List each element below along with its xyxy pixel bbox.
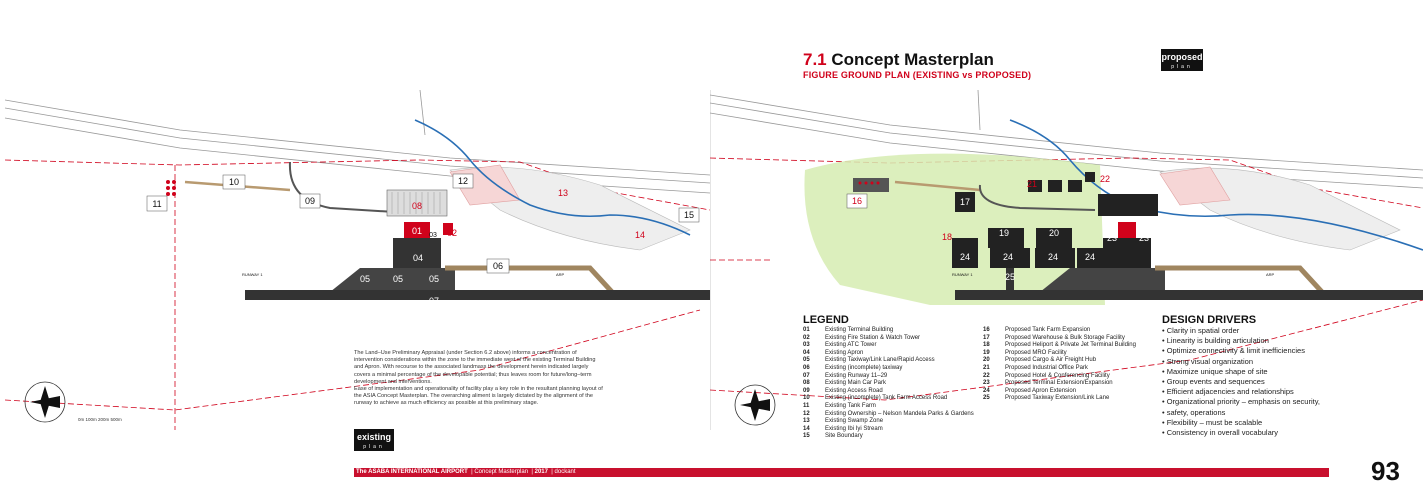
footer-brand: The ASABA INTERNATIONAL AIRPORT xyxy=(356,469,468,475)
label-24b xyxy=(1003,252,1013,262)
arp-label: ARP xyxy=(556,272,565,277)
label-23a xyxy=(1107,233,1117,243)
svg-text:16: 16 xyxy=(851,196,863,206)
tank-farm-expansion xyxy=(853,178,889,192)
driver-item: • Group events and sequences xyxy=(1162,377,1320,387)
label-04 xyxy=(413,253,423,263)
svg-text:14: 14 xyxy=(634,230,646,240)
footer-text: The ASABA INTERNATIONAL AIRPORT | Concept Masterplan | 2017 | dockant xyxy=(356,469,576,475)
label-14 xyxy=(635,230,645,240)
label-05c xyxy=(429,274,439,284)
legend-item: 06 Existing (incomplete) taxiway xyxy=(803,364,903,371)
label-12 xyxy=(453,174,473,188)
svg-text:13: 13 xyxy=(557,188,569,198)
svg-text:06: 06 xyxy=(492,261,504,271)
svg-text:RUNWAY 1: RUNWAY 1 xyxy=(952,272,973,277)
driver-item-continued: • safety, operations xyxy=(1162,408,1320,418)
driver-item: • Consistency in overall vocabulary xyxy=(1162,428,1320,438)
svg-text:ARP: ARP xyxy=(1266,272,1275,277)
label-05b xyxy=(393,274,403,284)
legend-item: 11 Existing Tank Farm xyxy=(803,402,876,409)
label-08 xyxy=(412,201,422,211)
svg-text:24: 24 xyxy=(959,252,971,262)
design-drivers-list xyxy=(1162,326,1320,438)
legend-item: 23 Proposed Terminal Extension/Expansion xyxy=(983,380,1113,387)
driver-item: • Organizational priority – emphasis on security, xyxy=(1162,397,1320,407)
proposed-badge-sub: plan xyxy=(1171,64,1193,70)
road-lines xyxy=(5,90,710,193)
runway xyxy=(955,290,1423,300)
legend-proposed xyxy=(983,327,1136,403)
existing-badge-main: existing xyxy=(356,432,391,442)
svg-text:05: 05 xyxy=(428,274,440,284)
driver-item: • Linearity is building articulation xyxy=(1162,336,1320,346)
svg-text:19: 19 xyxy=(998,228,1010,238)
page-title xyxy=(803,50,994,70)
label-16 xyxy=(847,194,867,208)
driver-item: • Flexibility – must be scalable xyxy=(1162,418,1320,428)
label-01 xyxy=(412,226,422,236)
legend-item: 16 Proposed Tank Farm Expansion xyxy=(983,327,1091,333)
legend-item: 22 Proposed Hotel & Conferencing Facility xyxy=(983,372,1110,379)
svg-text:17: 17 xyxy=(959,197,971,207)
tank-farm xyxy=(166,180,176,196)
svg-text:23: 23 xyxy=(1138,233,1150,243)
svg-text:10: 10 xyxy=(228,177,240,187)
svg-text:05: 05 xyxy=(392,274,404,284)
svg-text:11: 11 xyxy=(152,199,162,209)
existing-badge-sub: plan xyxy=(363,444,385,450)
terminal-extension xyxy=(1118,222,1136,238)
label-05a xyxy=(360,274,370,284)
svg-text:18: 18 xyxy=(941,232,953,242)
legend-item: 07 Existing Runway 11–29 xyxy=(803,372,888,379)
footer-firm: dockant xyxy=(554,469,576,475)
svg-text:07: 07 xyxy=(428,296,440,306)
label-24c xyxy=(1048,252,1058,262)
runway-label: RUNWAY 1 xyxy=(242,272,263,277)
legend-item: 17 Proposed Warehouse & Bulk Storage Facility xyxy=(983,334,1125,341)
legend-item: 09 Existing Access Road xyxy=(803,387,883,394)
north-arrow-icon xyxy=(25,382,65,422)
description-paragraph-2: Ease of implementation and operationality of facility play a key role in the resultant planning layout of the ASIA Concept Masterplan. The overarching aliment is largely dictated by the alignment of the runway to achieve as much efficiency as possible at this preliminary stage. xyxy=(354,386,603,407)
driver-item: • Strong visual organization xyxy=(1162,357,1320,367)
legend-item: 25 Proposed Taxiway Extension/Link Lane xyxy=(983,395,1110,402)
design-drivers-title: DESIGN DRIVERS xyxy=(1162,314,1257,326)
label-24d xyxy=(1085,252,1095,262)
svg-text:12: 12 xyxy=(457,176,469,186)
svg-text:25: 25 xyxy=(1004,272,1016,282)
legend-existing xyxy=(803,327,974,441)
page-subtitle: FIGURE GROUND PLAN (EXISTING vs PROPOSED) xyxy=(803,70,1032,80)
legend-item: 20 Proposed Cargo & Air Freight Hub xyxy=(983,357,1097,364)
svg-text:24: 24 xyxy=(1084,252,1096,262)
svg-text:22: 22 xyxy=(1099,174,1111,184)
legend-item: 10 Existing (incomplete) Tank Farm Access Road xyxy=(803,395,948,402)
footer-year: 2017 xyxy=(534,469,548,475)
label-03 xyxy=(429,232,437,239)
legend-item: 14 Existing Ibi Iyi Stream xyxy=(803,425,883,432)
driver-item: • Maximize unique shape of site xyxy=(1162,367,1320,377)
section-number: 7.1 xyxy=(803,50,827,69)
svg-text:21: 21 xyxy=(1026,179,1038,189)
legend-item: 21 Proposed Industrial Office Park xyxy=(983,364,1088,371)
svg-text:04: 04 xyxy=(412,253,424,263)
label-11 xyxy=(147,196,167,211)
svg-text:09: 09 xyxy=(304,196,316,206)
description-text xyxy=(354,350,604,408)
svg-text:20: 20 xyxy=(1048,228,1060,238)
label-24a xyxy=(960,252,970,262)
incomplete-taxiway xyxy=(445,268,612,292)
driver-item: • Optimize connectivity & limit inefficiencies xyxy=(1162,346,1320,356)
label-17 xyxy=(960,197,970,207)
label-15 xyxy=(679,208,699,222)
svg-text:05: 05 xyxy=(359,274,371,284)
legend-item: 08 Existing Main Car Park xyxy=(803,380,887,387)
north-arrow-icon xyxy=(735,385,775,425)
svg-text:23: 23 xyxy=(1106,233,1118,243)
legend-item: 01 Existing Terminal Building xyxy=(803,327,894,333)
description-paragraph-1: The Land–Use Preliminary Appraisal (under Section 6.2 above) informs a concentration of intervention considerations within the zone to the immediate west of the existing Terminal Building and Apron. With recourse to the associated landmass the development herein indicated largely covers a minimal percentage of the developable potential; thus leaves room for future/long–term development and interventions. xyxy=(354,350,596,385)
label-21 xyxy=(1027,179,1037,189)
svg-text:02: 02 xyxy=(446,228,458,238)
label-25 xyxy=(1005,272,1015,282)
svg-text:01: 01 xyxy=(411,226,423,236)
footer-doc: Concept Masterplan xyxy=(474,469,529,475)
label-18 xyxy=(942,232,952,242)
label-13 xyxy=(558,188,568,198)
label-23b xyxy=(1139,233,1149,243)
proposed-plan-badge xyxy=(1161,49,1203,71)
runway xyxy=(245,290,710,300)
legend-item: 15 Site Boundary xyxy=(803,433,863,440)
driver-item: • Efficient adjacencies and relationships xyxy=(1162,387,1320,397)
legend-item: 03 Existing ATC Tower xyxy=(803,342,877,349)
label-02 xyxy=(447,228,457,238)
svg-text:24: 24 xyxy=(1002,252,1014,262)
svg-text:24: 24 xyxy=(1047,252,1059,262)
svg-text:15: 15 xyxy=(683,210,695,220)
legend-item: 19 Proposed MRO Facility xyxy=(983,349,1067,356)
legend-item: 02 Existing Fire Station & Watch Tower xyxy=(803,334,921,341)
label-20 xyxy=(1049,228,1059,238)
legend-item: 24 Proposed Apron Extension xyxy=(983,387,1077,394)
legend-item: 04 Existing Apron xyxy=(803,349,864,356)
label-06 xyxy=(487,259,509,273)
label-09 xyxy=(300,194,320,208)
existing-plan-badge xyxy=(354,429,394,451)
legend-item: 05 Existing Taxiway/Link Lane/Rapid Access xyxy=(803,357,935,364)
proposed-badge-main: proposed xyxy=(1161,52,1203,62)
scale-bar: 0m 100m 200m 500m xyxy=(78,417,122,422)
label-22 xyxy=(1100,174,1110,184)
page-number: 93 xyxy=(1371,456,1400,486)
legend-title: LEGEND xyxy=(803,314,849,326)
svg-text:03: 03 xyxy=(429,232,437,239)
svg-text:08: 08 xyxy=(411,201,423,211)
title-text: Concept Masterplan xyxy=(831,50,994,69)
label-07 xyxy=(429,296,439,306)
legend-item: 13 Existing Swamp Zone xyxy=(803,418,884,425)
driver-item: • Clarity in spatial order xyxy=(1162,326,1320,336)
label-19 xyxy=(999,228,1009,238)
legend-item: 12 Existing Ownership – Nelson Mandela Parks & Gardens xyxy=(803,410,974,417)
label-10 xyxy=(223,175,245,189)
legend-item: 18 Proposed Heliport & Private Jet Terminal Building xyxy=(983,342,1136,349)
